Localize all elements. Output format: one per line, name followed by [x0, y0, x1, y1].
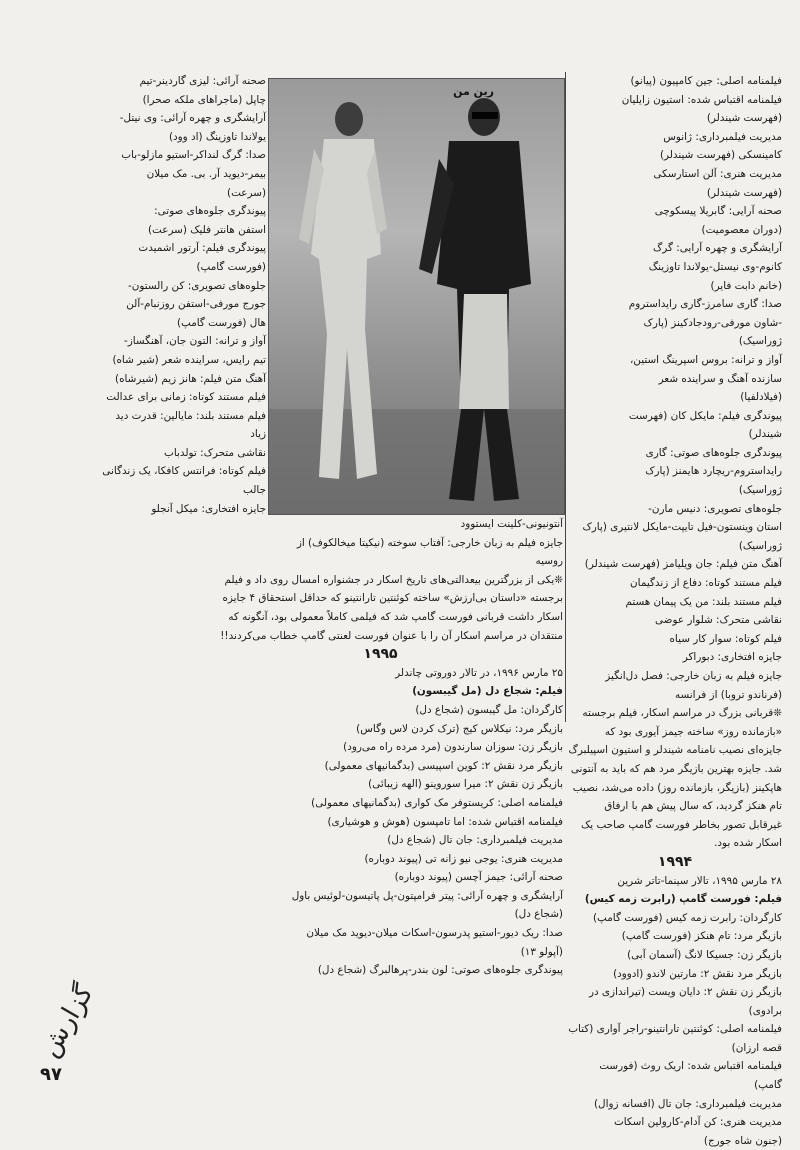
list-item: کانوم-وی نیستل-یولاندا تاوزینگ: [648, 260, 782, 273]
awards-1993-list: [568, 72, 782, 704]
list-item: صحنه آرایی: گابریلا پیسکوچی: [654, 205, 782, 218]
commentary-note-1994: ❊یکی از بزرگترین بیعدالتی‌های تاریخ اسکار در جشنواره امسال روی داد و فیلم برجسته «داستان بی‌ارزش» ساخته کوئنتین تارانتینو که حداقل استحقاق ۴ جایزه اسکار داشت قربانی فورست گامپ شد که فیلمی کاملاً معمولی بود، آنگونه که منتقدان در مراسم اسکار آن را با عنوان فورست لعنتی گامپ خطاب می‌کردند!!: [220, 573, 563, 642]
list-item: پیوندگری جلوه‌های صوتی:: [154, 205, 266, 218]
list-item: فیلم مستند کوتاه: دفاع از زندگیمان: [630, 577, 782, 590]
awards-1994-list: [568, 872, 782, 1150]
list-item: زیاد: [250, 428, 266, 441]
list-item: ژوراسیک): [738, 484, 782, 497]
list-item: بازیگر زن: سوزان سارندون (مرد مرده راه می‌رود): [343, 741, 563, 754]
list-item: فیلم کوتاه: سوار کار سیاه: [669, 632, 782, 645]
year-heading-1994: ۱۹۹۴: [657, 853, 693, 870]
list-item: استفن هانتر فلیک (سرعت): [147, 223, 266, 236]
list-item: بازیگر زن نقش ۲: میرا سوروینو (الهه زیبائی): [368, 778, 563, 791]
list-item: (جنون شاه جورج): [703, 1134, 782, 1147]
list-item: آرایشگری و چهره آرائی: پیتر فرامپتون-پل پاتیسون-لوئیس باول: [291, 889, 563, 902]
list-item: (آپولو ۱۳): [520, 945, 563, 958]
list-item: جایزه افتخاری: میکل آنجلو: [151, 502, 266, 515]
list-item: ژوراسیک): [738, 335, 782, 348]
list-item: جورج مورفی-استفن روزنبام-آلن: [126, 298, 266, 311]
list-item: جایزه فیلم به زبان خارجی: فصل دل‌انگیز (فرناندو تروبا) از فرانسه: [605, 670, 782, 701]
list-item: بازیگر زن نقش ۲: دایان ویست (تیراندازی در برادوی): [588, 986, 782, 1017]
photo-caption: رین من: [453, 85, 494, 98]
list-item: تیم رایس، سراینده شعر (شیر شاه): [112, 353, 266, 366]
list-item: بیمر-دیوید آر. بی. مک میلان: [146, 167, 266, 180]
list-item: (خانم دابت فایر): [710, 279, 782, 292]
right-column: [568, 72, 782, 1150]
list-item: رایداستروم-ریچارد هایمنز (پارک: [645, 465, 782, 478]
list-item: (فهرست شیندلر): [706, 112, 782, 125]
list-item: جلوه‌های تصویری: دنیس مارن-: [648, 502, 782, 515]
list-item: مدیریت فیلمبرداری: جان تال (افسانه زوال): [594, 1097, 782, 1110]
list-item: (فورست گامپ): [196, 260, 266, 273]
list-item: چاپل (ماجراهای ملکه صحرا): [142, 93, 266, 106]
awards-1994-continued-list: [86, 72, 266, 518]
list-item: پیوندگری جلوه‌های صوتی: گاری: [645, 446, 782, 459]
list-item: جلوه‌های تصویری: کن رالستون-: [128, 279, 266, 292]
list-item: کارگردان: مل گیبسون (شجاع دل): [415, 703, 563, 716]
photo-figures: [269, 79, 564, 514]
list-item: (سرعت): [227, 186, 266, 199]
list-item: آواز و ترانه: التون جان، آهنگساز-: [123, 335, 266, 348]
list-item: صحنه آرائی: جیمز آچسن (پیوند دوباره): [394, 871, 563, 884]
list-item: بازیگر مرد: نیکلاس کیج (ترک کردن لاس وگاس): [356, 722, 563, 735]
list-item: فیلمنامه اصلی: جین کامپیون (پیانو): [630, 75, 782, 87]
list-item: آرایشگری و چهره آرایی: گرگ: [652, 242, 782, 255]
list-item: آهنگ متن فیلم: هانز زیم (شیرشاه): [115, 372, 266, 385]
list-item: صدا: ریک دیور-استیو پدرسون-اسکات میلان-دیوید مک میلان: [306, 927, 563, 940]
list-item: جایزه افتخاری: دبوراکر: [682, 651, 782, 664]
list-item: روسیه: [535, 555, 563, 568]
list-item: آهنگ متن فیلم: جان ویلیامز (فهرست شیندلر): [584, 558, 782, 571]
list-item: -شاون مورفی-رودجادکینز (پارک: [643, 316, 782, 329]
awards-1995-list: [198, 664, 563, 980]
list-item: شیندلر): [748, 428, 782, 441]
commentary-note-1993: ❊قربانی بزرگ در مراسم اسکار، فیلم برجسته «بازمانده روز» ساخته جیمز آیوری بود که جایزه‌ای نصیب نامنامه شیندلر و استیون اسپیلبرگ شد. جایزه بهترین بازیگر مرد هم که باید به آنتونی هاپکینز (بازیگر، بازمانده روز) داده می‌شد، نصیب تام هنکز گردید، که سال پیش هم با ارفاق غیرقابل تصور بخاطر فورست گامپ صاحب یک اسکار شده بود.: [568, 707, 782, 850]
magazine-logo: گزارش: [34, 979, 100, 1063]
list-item: فیلم مستند بلند: من یک پیمان هستم: [625, 595, 782, 608]
page-number: ۹۷: [40, 1064, 62, 1085]
list-item: ۲۸ مارس ۱۹۹۵، تالار سینما-تاتر شرین: [617, 874, 782, 887]
list-item: (فیلادلفیا): [740, 391, 782, 404]
list-item: آواز و ترانه: بروس اسپرینگ استین،: [629, 353, 782, 366]
list-item: فیلم کوتاه: فرانتس کافکا، یک زندگانی: [102, 465, 266, 478]
column-divider: [565, 72, 566, 722]
list-item: یولاندا تاوزینگ (اد وود): [168, 130, 266, 143]
list-item: (دوران معصومیت): [701, 223, 782, 236]
list-item: نقاشی متحرک: تولدباب: [164, 446, 266, 459]
list-item: جایزه فیلم به زبان خارجی: آفتاب سوخته (نیکیتا میخالکوف) از: [296, 536, 563, 549]
list-item: فیلم مستند کوتاه: زمانی برای عدالت: [106, 391, 266, 404]
list-item: فیلمنامه اصلی: کوئنتین تارانتینو-راجر آواری (کتاب قصه ارزان): [568, 1023, 782, 1054]
left-column: [86, 72, 266, 518]
list-item: فیلمنامه اقتباس شده: اریک روث (فورست گامپ): [599, 1060, 782, 1092]
list-item: صدا: گرگ لنداکر-استیو مازلو-باب: [121, 149, 266, 162]
list-item: آرایشگری و چهره آرائی: وی نیتل-: [119, 112, 266, 125]
list-item: فیلمنامه اقتباس شده: اما تامپسون (هوش و هوشیاری): [327, 815, 563, 828]
middle-column: [198, 515, 563, 980]
list-item: فیلمنامه اقتباس شده: استیون زایلیان: [621, 93, 782, 106]
list-item: (شجاع دل): [514, 908, 563, 921]
list-item: بازیگر مرد نقش ۲: کوین اسپیسی (بدگمانیهای معمولی): [324, 759, 563, 772]
list-item: صحنه آرائی: لیزی گاردینر-تیم: [139, 75, 266, 87]
list-item: پیوندگری فیلم: آرتور اشمیدت: [138, 242, 266, 255]
year-heading-1995: ۱۹۹۵: [363, 646, 398, 663]
awards-1994-tail-list: [198, 515, 563, 571]
film-still-photo: [268, 78, 565, 515]
list-item: مدیریت فیلمبرداری: ژانوس: [663, 130, 782, 143]
list-item: صدا: گاری سامرز-گاری رایداستروم: [628, 298, 782, 311]
list-item: بازیگر زن: جسیکا لانگ (آسمان آبی): [627, 948, 782, 961]
list-item: نقاشی متحرک: شلوار عوضی: [654, 614, 782, 627]
list-item: جالب: [243, 484, 266, 497]
list-item: فیلم: شجاع دل (مل گیبسون): [412, 685, 563, 698]
list-item: پیوندگری فیلم: مایکل کان (فهرست: [628, 409, 782, 422]
list-item: مدیریت هنری: یوجی نیو زانه تی (پیوند دوباره): [364, 852, 563, 865]
list-item: (فهرست شیندلر): [706, 186, 782, 199]
list-item: ۲۵ مارس ۱۹۹۶، در تالار دوروتی چاندلر: [395, 666, 563, 679]
list-item: مدیریت فیلمبرداری: جان تال (شجاع دل): [387, 834, 563, 847]
list-item: فیلم مستند بلند: مایالین: قدرت دید: [115, 409, 266, 422]
list-item: استان وینستون-فیل تایپت-مایکل لانتیری (پارک ژوراسیک): [582, 521, 782, 552]
list-item: هال (فورست گامپ): [176, 316, 266, 329]
list-item: کامینسکی (فهرست شیندلر): [659, 149, 782, 162]
list-item: مدیریت هنری: کن آدام-کارولین اسکات: [613, 1116, 782, 1129]
list-item: پیوندگری جلوه‌های صوتی: لون بندر-پرهالبرگ (شجاع دل): [317, 964, 563, 977]
list-item: سازنده آهنگ و سراینده شعر: [658, 372, 782, 385]
list-item: آنتونیونی-کلینت ایستوود: [460, 518, 563, 530]
list-item: فیلم: فورست گامپ (رابرت زمه کیس): [584, 893, 782, 906]
list-item: فیلمنامه اصلی: کریستوفر مک کواری (بدگمانیهای معمولی): [311, 796, 563, 809]
list-item: بازیگر مرد: تام هنکز (فورست گامپ): [621, 930, 782, 943]
list-item: بازیگر مرد نقش ۲: مارتین لاندو (ادوود): [613, 967, 782, 980]
list-item: کارگردان: رابرت زمه کیس (فورست گامپ): [592, 911, 782, 924]
list-item: مدیریت هنری: آلن استارسکی: [653, 167, 782, 180]
